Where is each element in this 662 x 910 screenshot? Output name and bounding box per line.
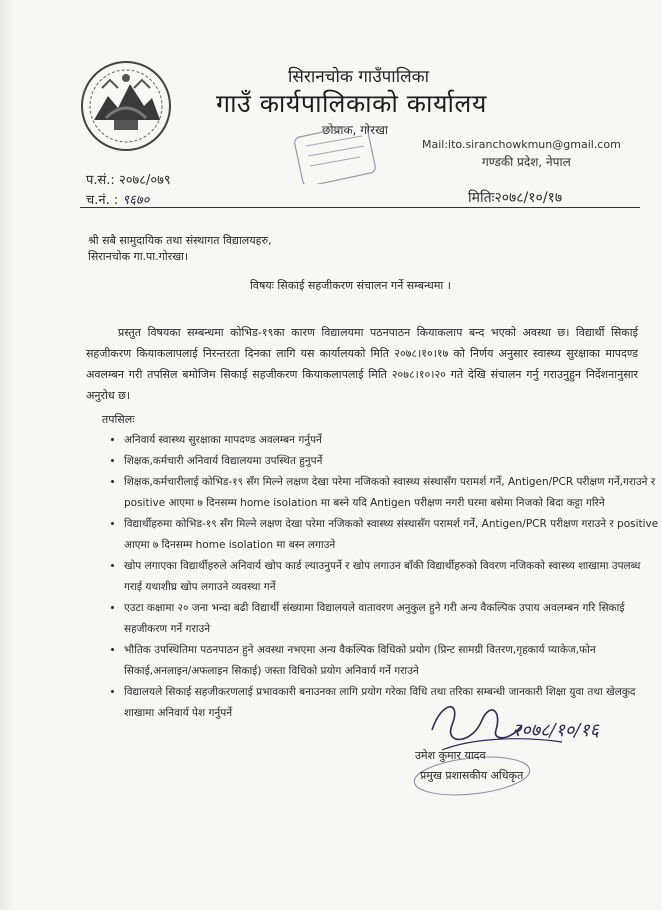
list-item: • विद्यालयले सिकाई सहजीकरणलाई प्रभावकारी बनाउनका लागि प्रयोग गरेका विधि तथा तरिका सम्बन्धी जानकारी शिक्षा युवा तथा खेलकुद शाखामा अनिवार्य पेश गर्नुपर्ने [124, 682, 660, 724]
ps-value: २०७८/०७९ [118, 173, 171, 188]
list-item: • अनिवार्य स्वास्थ्य सुरक्षाका मापदण्ड अवलम्बन गर्नुपर्ने [124, 430, 660, 451]
tapsil-list [104, 430, 660, 724]
office-title: गाउँ कार्यपालिकाको कार्यालय [216, 89, 487, 118]
patra-sankhya [86, 170, 171, 188]
municipality-name: सिरानचोक गाउँपालिका [288, 67, 430, 87]
list-item: • विद्यार्थीहरुमा कोभिड-१९ सँग मिल्ने लक्षण देखा परेमा नजिकको स्वास्थ्य संस्थासँग परामर्श गर्ने, Antigen/PCR परीक्षण गराउने र positive आएमा ७ दिनसम्म home isolation मा बस्न लगाउने [124, 514, 660, 556]
signatory-title: प्रमुख प्रशासकीय अधिकृत [420, 769, 524, 782]
list-item: • शिक्षक,कर्मचारी अनिवार्य विद्यालयमा उपस्थित हुनुपर्ने [124, 451, 660, 472]
body-paragraph: प्रस्तुत विषयका सम्बन्धमा कोभिड-१९का कारण विद्यालयमा पठनपाठन कियाकलाप बन्द भएको अवस्था छ। विद्यार्थी सिकाई सहजीकरण कियाकलापलाई निरन्तरता दिनका लागि यस कार्यालयको मिति २०७८।१०।१७ को निर्णय अनुसार स्वास्थ्य सुरक्षाका मापदण्ड अवलम्बन गरी तपसिल बमोजिम सिकाई सहजीकरण कियाकलापलाई मिति २०७८।१०।२० गते देखि संचालन गर्नु गराउनुहुन निर्देशनानुसार अनुरोध छ। [86, 326, 638, 402]
date-value: २०७८/१०/१७ [494, 190, 563, 206]
list-item: • एउटा कक्षामा २० जना भन्दा बढी विद्यार्थी संख्यामा विद्यालयले वातावरण अनुकुल हुने गरी अन्य वैकल्पिक उपाय अवलम्बन गरि सिकाई सहजीकरण गर्ने गराउने [124, 598, 660, 640]
list-item: • भौतिक उपस्थितिमा पठनपाठन हुने अवस्था नभएमा अन्य वैकल्पिक विधिको प्रयोग (प्रिन्ट सामग्री वितरण,गृहकार्य प्याकेज,फोन सिकाई,अनलाइन/अफलाइन सिकाई) जस्ता विधिको प्रयोग अनिवार्य गर्ने गराउने [124, 640, 660, 682]
recipient-line-1: श्री सबै सामुदायिक तथा संस्थागत विद्यालयहरु, [88, 234, 272, 247]
signatory-name: उमेश कुमार यादव [415, 749, 486, 762]
office-email: Mail:ito.siranchowkmun@gmail.com [422, 138, 621, 151]
date-label: मितिः [468, 190, 495, 206]
nepal-emblem-icon [78, 58, 174, 154]
cn-value: ९६७० [122, 193, 150, 208]
signature-icon [412, 690, 612, 800]
scan-edge-shadow [0, 0, 14, 910]
header-divider [80, 207, 640, 208]
office-stamp-icon [294, 126, 376, 184]
tapsil-label: तपसिलः [102, 413, 135, 426]
letter-date [468, 188, 562, 207]
office-location: छोप्राक, गोरखा [322, 123, 388, 137]
ps-label: प.सं.: [86, 173, 115, 188]
list-item: • खोप लगाएका विद्यार्थीहरुले अनिवार्य खोप कार्ड ल्याउनुपर्ने र खोप लगाउन बाँकी विद्यार्थीहरुको विवरण नजिकको स्वास्थ्य शाखामा उपलब्ध गराई यथाशीघ्र खोप लगाउने व्यवस्था गर्ने [124, 556, 660, 598]
subject-line: विषयः सिकाई सहजीकरण संचालन गर्ने सम्बन्धमा । [250, 279, 451, 292]
province-country: गण्डकी प्रदेश, नेपाल [482, 155, 571, 169]
recipient-line-2: सिरानचोक गा.पा.गोरखा। [88, 250, 189, 263]
chalani-number [86, 190, 149, 208]
handwritten-date: २०७८/१०/१६ [512, 720, 600, 741]
cn-label: च.नं. : [86, 193, 119, 208]
list-item: • शिक्षक,कर्मचारीलाई कोभिड-१९ सँग मिल्ने लक्षण देखा परेमा नजिकको स्वास्थ्य संस्थासँग परामर्श गर्ने, Antigen/PCR परीक्षण गर्ने,गराउने र positive आएमा ७ दिनसम्म home isolation मा बस्ने यदि Antigen परीक्षण नगरी घरमा बसेमा निजको बिदा कट्टा गरिने [124, 472, 660, 514]
